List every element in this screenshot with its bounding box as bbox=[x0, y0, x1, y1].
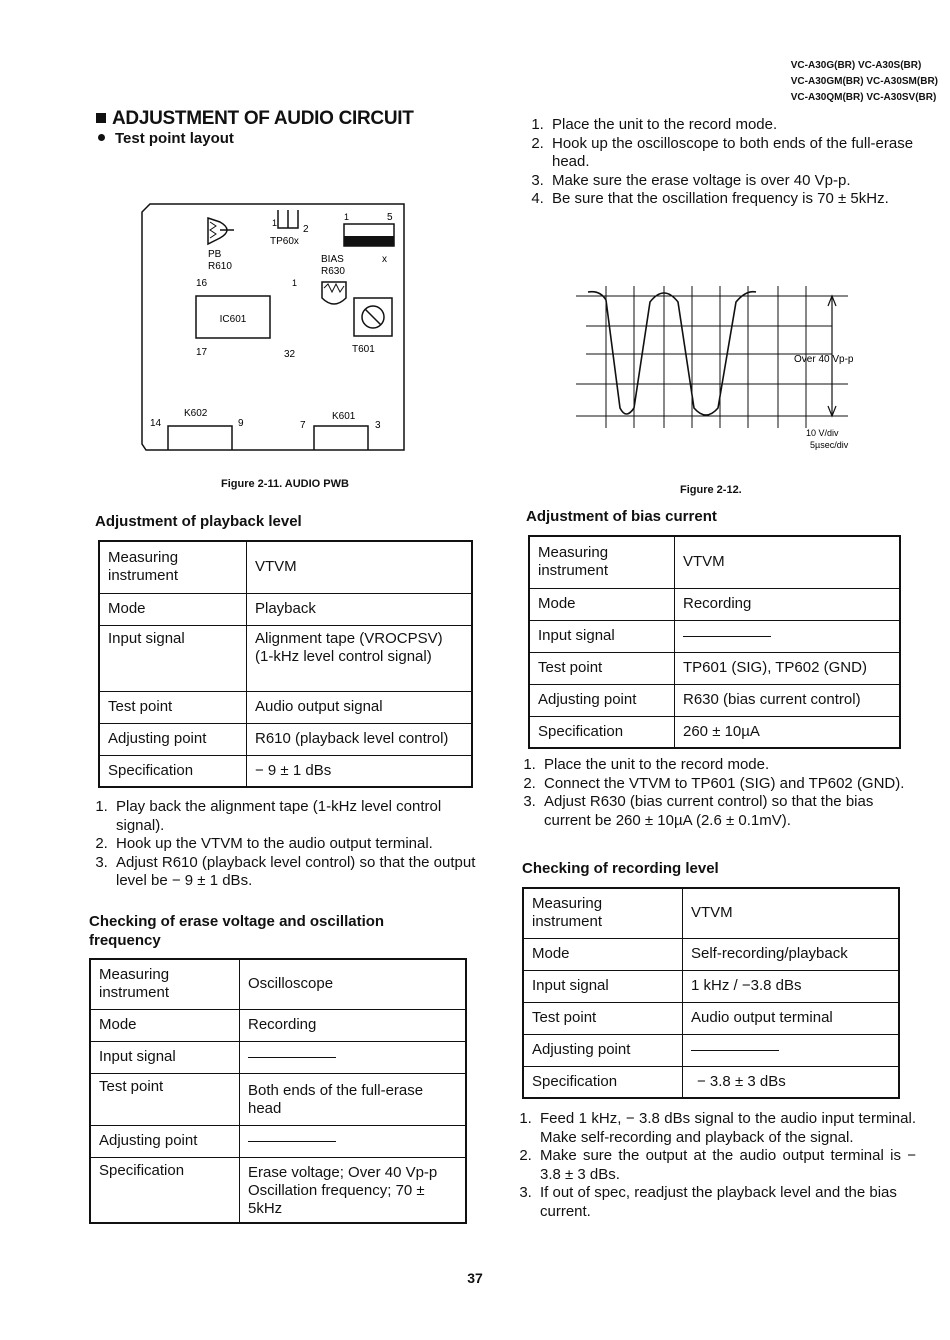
table-cell-label: Adjusting point bbox=[529, 684, 675, 716]
table-row bbox=[529, 620, 900, 652]
list-item: 2. Connect the VTVM to TP601 (SIG) and TP602 (GND). bbox=[540, 775, 922, 794]
table-cell-label: Measuring instrument bbox=[529, 536, 675, 588]
ic-pin-16-label: 16 bbox=[196, 278, 208, 289]
table-cell-value: − 3.8 ± 3 dBs bbox=[683, 1066, 900, 1098]
table-row bbox=[99, 755, 472, 787]
bias-table bbox=[528, 535, 901, 749]
tp601-pin-label: 1 bbox=[272, 218, 278, 228]
figure-2-12-caption: Figure 2-12. bbox=[680, 484, 742, 496]
table-cell-label: Mode bbox=[90, 1009, 240, 1041]
table-cell-label: Measuring instrument bbox=[99, 541, 247, 593]
table-cell-value: Erase voltage; Over 40 Vp-p Oscillation frequency; 70 ± 5kHz bbox=[240, 1157, 467, 1223]
list-item: 3. If out of spec, readjust the playback level and the bias current. bbox=[536, 1184, 916, 1221]
tp60x-label: TP60x bbox=[270, 236, 299, 247]
table-cell-label: Test point bbox=[523, 1002, 683, 1034]
ic-pin-32-label: 32 bbox=[284, 349, 296, 360]
table-row bbox=[523, 938, 899, 970]
reclevel-steps bbox=[516, 1110, 916, 1221]
t601-label: T601 bbox=[352, 344, 375, 355]
list-item: 1. Place the unit to the record mode. bbox=[548, 116, 940, 135]
table-cell-label: Measuring instrument bbox=[523, 888, 683, 938]
k601-label: K601 bbox=[332, 411, 356, 422]
list-item: 2. Hook up the oscilloscope to both ends of the full-erase head. bbox=[548, 135, 940, 172]
model-line: VC-A30GM(BR) VC-A30SM(BR) bbox=[790, 76, 938, 87]
table-cell-label: Input signal bbox=[90, 1041, 240, 1073]
table-row bbox=[90, 1009, 466, 1041]
table-cell-value: 260 ± 10µA bbox=[675, 716, 901, 748]
k602-label: K602 bbox=[184, 408, 208, 419]
table-cell-value: Oscilloscope bbox=[240, 959, 467, 1009]
subheading-text: Test point layout bbox=[115, 130, 234, 147]
empty-value-dash bbox=[691, 1050, 779, 1051]
bias-title: Adjustment of bias current bbox=[526, 508, 717, 525]
table-row bbox=[529, 588, 900, 620]
table-cell-value bbox=[240, 1125, 467, 1157]
table-row bbox=[99, 625, 472, 691]
erase-check-steps bbox=[528, 116, 940, 209]
bias-label: BIAS bbox=[321, 254, 344, 265]
list-item: 1. Play back the alignment tape (1-kHz level control signal). bbox=[112, 798, 492, 835]
k602-pin-9-label: 9 bbox=[238, 418, 244, 429]
list-item: 4. Be sure that the oscillation frequency is 70 ± 5kHz. bbox=[548, 190, 940, 209]
table-cell-label: Specification bbox=[523, 1066, 683, 1098]
table-cell-label: Input signal bbox=[99, 625, 247, 691]
table-cell-label: Mode bbox=[523, 938, 683, 970]
tp602-pin-label: 2 bbox=[303, 224, 309, 235]
table-cell-value: Recording bbox=[675, 588, 901, 620]
table-row bbox=[529, 652, 900, 684]
table-row bbox=[523, 1066, 899, 1098]
r610-label: R610 bbox=[208, 261, 232, 272]
model-line: VC-A30QM(BR) VC-A30SV(BR) bbox=[790, 92, 937, 103]
table-cell-value: − 9 ± 1 dBs bbox=[247, 755, 473, 787]
volts-per-div-label: 10 V/div bbox=[806, 428, 839, 438]
table-cell-label: Specification bbox=[529, 716, 675, 748]
ic601-label: IC601 bbox=[219, 314, 247, 325]
table-cell-value: Self-recording/playback bbox=[683, 938, 900, 970]
table-cell-value bbox=[240, 1041, 467, 1073]
table-cell-label: Test point bbox=[529, 652, 675, 684]
table-cell-label: Test point bbox=[99, 691, 247, 723]
table-row bbox=[90, 1073, 466, 1125]
empty-value-dash bbox=[683, 636, 771, 637]
oscilloscope-waveform bbox=[570, 280, 870, 455]
table-cell-label: Input signal bbox=[523, 970, 683, 1002]
reclevel-title: Checking of recording level bbox=[522, 860, 719, 877]
table-cell-value: 1 kHz / −3.8 dBs bbox=[683, 970, 900, 1002]
r630-potentiometer-icon bbox=[322, 282, 346, 304]
table-cell-label: Specification bbox=[90, 1157, 240, 1223]
connector-fill bbox=[344, 236, 394, 246]
table-cell-value: Both ends of the full-erase head bbox=[240, 1073, 467, 1125]
list-item: 3. Adjust R610 (playback level control) so that the output level be − 9 ± 1 dBs. bbox=[112, 854, 492, 891]
bias-steps bbox=[520, 756, 922, 830]
r630-label: R630 bbox=[321, 266, 345, 277]
table-row bbox=[99, 593, 472, 625]
model-line: VC-A30G(BR) VC-A30S(BR) bbox=[790, 60, 922, 71]
table-row bbox=[99, 691, 472, 723]
connector-pin-5-label: 5 bbox=[387, 212, 393, 223]
playback-title: Adjustment of playback level bbox=[95, 513, 302, 530]
ic-pin-17-label: 17 bbox=[196, 347, 208, 358]
ic-pin-1-label: 1 bbox=[292, 278, 298, 288]
k601-outline bbox=[314, 426, 368, 450]
over-40vpp-label: Over 40 Vp-p bbox=[794, 354, 854, 365]
table-cell-value: Recording bbox=[240, 1009, 467, 1041]
list-item: 3. Adjust R630 (bias current control) so that the bias current be 260 ± 10µA (2.6 ± 0.1mV). bbox=[540, 793, 922, 830]
table-cell-value: VTVM bbox=[683, 888, 900, 938]
table-cell-label: Adjusting point bbox=[523, 1034, 683, 1066]
table-row bbox=[90, 1125, 466, 1157]
table-cell-label: Input signal bbox=[529, 620, 675, 652]
table-cell-label: Adjusting point bbox=[90, 1125, 240, 1157]
audio-pwb-diagram bbox=[138, 200, 410, 456]
table-row bbox=[523, 888, 899, 938]
square-bullet-icon bbox=[96, 113, 106, 123]
table-cell-value bbox=[683, 1034, 900, 1066]
table-cell-value: R630 (bias current control) bbox=[675, 684, 901, 716]
table-row bbox=[523, 1034, 899, 1066]
table-row bbox=[523, 970, 899, 1002]
table-cell-label: Test point bbox=[90, 1073, 240, 1125]
table-row bbox=[90, 1157, 466, 1223]
page-number: 37 bbox=[467, 1270, 483, 1286]
connector-pin-1-label: 1 bbox=[344, 212, 350, 222]
table-cell-value: VTVM bbox=[675, 536, 901, 588]
list-item: 3. Make sure the erase voltage is over 40 Vp-p. bbox=[548, 172, 940, 191]
playback-steps bbox=[92, 798, 492, 891]
table-cell-label: Adjusting point bbox=[99, 723, 247, 755]
table-cell-value: Audio output terminal bbox=[683, 1002, 900, 1034]
table-cell-value: VTVM bbox=[247, 541, 473, 593]
erase-title: Checking of erase voltage and oscillation frequency bbox=[89, 913, 385, 949]
sine-trace bbox=[588, 292, 756, 415]
table-row bbox=[90, 959, 466, 1009]
table-row bbox=[523, 1002, 899, 1034]
pb-label: PB bbox=[208, 249, 222, 260]
list-item: 1. Place the unit to the record mode. bbox=[540, 756, 922, 775]
k602-outline bbox=[168, 426, 232, 450]
erase-table bbox=[89, 958, 467, 1224]
bias-x-label: x bbox=[382, 254, 387, 265]
k601-pin-7-label: 7 bbox=[300, 420, 306, 431]
list-item: 2. Make sure the output at the audio output terminal is − 3.8 ± 3 dBs. bbox=[536, 1147, 916, 1184]
table-cell-label: Mode bbox=[99, 593, 247, 625]
table-row bbox=[90, 1041, 466, 1073]
time-per-div-label: 5µsec/div bbox=[810, 440, 849, 450]
table-row bbox=[529, 536, 900, 588]
list-item: 2. Hook up the VTVM to the audio output terminal. bbox=[112, 835, 492, 854]
table-row bbox=[529, 684, 900, 716]
table-cell-value: Playback bbox=[247, 593, 473, 625]
k602-pin-14-label: 14 bbox=[150, 418, 162, 429]
section-heading-text: ADJUSTMENT OF AUDIO CIRCUIT bbox=[112, 108, 414, 129]
t601-coil-icon bbox=[362, 306, 384, 328]
table-cell-value: R610 (playback level control) bbox=[247, 723, 473, 755]
round-bullet-icon bbox=[98, 134, 105, 141]
table-cell-value: Audio output signal bbox=[247, 691, 473, 723]
subheading bbox=[98, 130, 234, 147]
reclevel-table bbox=[522, 887, 900, 1099]
table-cell-label: Specification bbox=[99, 755, 247, 787]
r610-potentiometer-icon bbox=[208, 218, 234, 244]
table-row bbox=[99, 723, 472, 755]
tp60x-test-points bbox=[278, 210, 298, 228]
empty-value-dash bbox=[248, 1057, 336, 1058]
model-list bbox=[791, 58, 938, 106]
table-cell-value: TP601 (SIG), TP602 (GND) bbox=[675, 652, 901, 684]
playback-table bbox=[98, 540, 473, 788]
table-row bbox=[99, 541, 472, 593]
table-cell-label: Mode bbox=[529, 588, 675, 620]
empty-value-dash bbox=[248, 1141, 336, 1142]
figure-2-11-caption: Figure 2-11. AUDIO PWB bbox=[221, 478, 349, 490]
list-item: 1. Feed 1 kHz, − 3.8 dBs signal to the audio input terminal. Make self-recording and playback of the signal. bbox=[536, 1110, 916, 1147]
table-cell-label: Measuring instrument bbox=[90, 959, 240, 1009]
section-heading bbox=[96, 108, 414, 130]
table-cell-value bbox=[675, 620, 901, 652]
table-cell-value: Alignment tape (VROCPSV) (1-kHz level control signal) bbox=[247, 625, 473, 691]
table-row bbox=[529, 716, 900, 748]
k601-pin-3-label: 3 bbox=[375, 420, 381, 431]
